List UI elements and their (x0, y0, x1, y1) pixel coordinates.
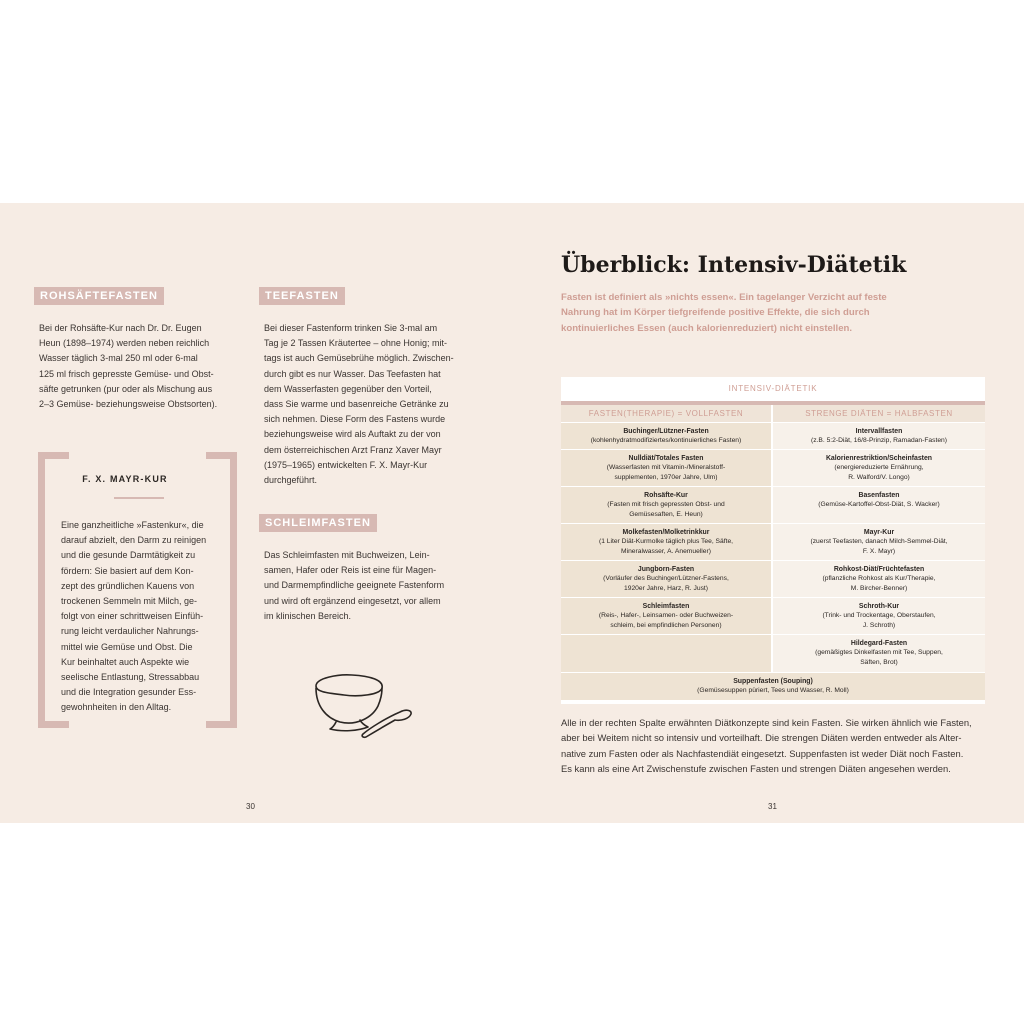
text-line: Bei der Rohsäfte-Kur nach Dr. Dr. Eugen (39, 323, 202, 333)
cell-title: Molkefasten/Molketrinkkur (622, 529, 710, 536)
cell-line: (1 Liter Diät-Kurmolke täglich plus Tee, Säfte, (598, 538, 734, 546)
text-line: native zum Fasten oder als Nachfastendiät eingesetzt. Suppenfasten ist weder Diät noch Fasten. (561, 747, 964, 759)
cell-title: Schroth-Kur (858, 603, 900, 610)
table-cell-right (773, 450, 985, 486)
cell-line: J. Schroth) (862, 621, 896, 629)
cell-title: Kalorienrestriktion/Scheinfasten (825, 455, 933, 462)
cell-title: Mayr-Kur (863, 529, 895, 536)
text-line: 125 ml frisch gepresste Gemüse- und Obst- (39, 368, 214, 379)
table-cell-left (561, 524, 771, 560)
text-line: dass Sie warme und basenreiche Getränke zu (264, 399, 449, 410)
text-line: beziehungsweise wird als Auftakt zu der von (264, 429, 441, 440)
text-line: und die Integration gesunder Ess- (61, 687, 197, 698)
text-line: mittel wie Gemüse und Obst. Die (61, 641, 193, 652)
cell-title: Suppenfasten (Souping) (733, 678, 813, 685)
cell-line: R. Walford/V. Longo) (848, 473, 910, 481)
text-line: Alle in der rechten Spalte erwähnten Diätkonzepte sind kein Fasten. Sie wirken ähnlich wie Fasten, (561, 717, 972, 728)
cell-line: (z.B. 5:2-Diät, 16/8-Prinzip, Ramadan-Fasten) (810, 437, 948, 445)
text-line: rung leicht verdaulicher Nahrungs- (61, 626, 199, 637)
cell-title: Nulldiät/Totales Fasten (628, 455, 704, 462)
cell-line: (Trink- und Trockentage, Oberstaufen, (822, 612, 936, 620)
table-header-left: FASTEN(THERAPIE) = VOLLFASTEN (561, 405, 771, 422)
cell-line: (pflanzliche Rohkost als Kur/Therapie, (822, 575, 936, 583)
cell-title: Rohsäfte-Kur (644, 492, 688, 499)
text-line: 2–3 Gemüse- beziehungsweise Obstsorten). (39, 399, 218, 410)
cell-line: (Gemüsesuppen püriert, Tees und Wasser, R. Moll) (697, 687, 849, 695)
outro-text (561, 715, 991, 777)
cell-line: Säften, Brot) (860, 658, 898, 666)
cell-line: F. X. Mayr) (862, 547, 896, 555)
rohsaeftefasten-text (39, 321, 239, 412)
table-cell-right (773, 561, 985, 597)
cell-line: (Reis-, Hafer-, Leinsamen- oder Buchweizen- (598, 612, 734, 620)
cell-line: (zuerst Teefasten, danach Milch-Semmel-Diät, (810, 538, 948, 546)
cell-title: Rohkost-Diät/Früchtefasten (833, 566, 925, 573)
cell-line: (gemäßigtes Dinkelfasten mit Tee, Suppen, (815, 649, 943, 657)
text-line: Nahrung hat im Körper tiefgreifende positive Effekte, die sich durch (561, 307, 870, 319)
table-cell-right (773, 487, 985, 523)
text-line: Das Schleimfasten mit Buchweizen, Lein- (264, 550, 430, 560)
text-line: trockenen Semmeln mit Milch, ge- (61, 596, 198, 607)
text-line: Es kann als eine Art Zwischenstufe zwischen Fasten und strengen Diäten angesehen werden. (561, 763, 951, 775)
text-line: und wird oft ergänzend eingesetzt, vor allem (264, 595, 441, 606)
table-cell-left (561, 598, 771, 634)
text-line: Kur beinhaltet auch Aspekte wie (61, 656, 190, 667)
cell-line: 1920er Jahre, Harz, R. Just) (624, 584, 708, 592)
text-line: durchgeführt. (264, 475, 318, 486)
table-cell-left (561, 561, 771, 597)
text-line: und die gesunde Darmtätigkeit zu (61, 550, 196, 561)
cell-line: (Gemüse-Kartoffel-Obst-Diät, S. Wacker) (818, 501, 940, 509)
text-line: Bei dieser Fastenform trinken Sie 3-mal am (264, 323, 438, 333)
cell-title: Jungborn-Fasten (637, 566, 695, 573)
table-cell-left (561, 450, 771, 486)
cell-title: Buchinger/Lützner-Fasten (623, 428, 709, 435)
text-line: sich nehmen. Diese Form des Fastens wurde (264, 414, 446, 425)
cell-line: (kohlenhydratmodifiziertes/kontinuierliches Fasten) (590, 437, 742, 445)
text-line: und Darmempfindliche geeignete Fastenform (264, 580, 445, 591)
text-line: durch gibt es nur Wasser. Das Teefasten hat (264, 368, 441, 379)
table-cell-right (773, 635, 985, 672)
text-line: folgt von einer schrittweisen Einfüh- (61, 611, 204, 622)
table-cell-full (561, 673, 985, 700)
cell-line: Mineralwasser, A. Anemueller) (621, 547, 711, 555)
page-number-left: 30 (246, 802, 255, 811)
schleimfasten-text (264, 548, 469, 624)
table-cell-right (773, 598, 985, 634)
text-line: säfte getrunken (pur oder als Mischung aus (39, 383, 213, 394)
bowl-with-spoon-icon (308, 668, 418, 748)
cell-line: (Wasserfasten mit Vitamin-/Mineralstoff- (606, 464, 726, 472)
page-number-right: 31 (768, 802, 777, 811)
text-line: Eine ganzheitliche »Fastenkur«, die (61, 520, 204, 530)
mayr-box-title: F. X. MAYR-KUR (82, 474, 168, 484)
box-divider (114, 497, 164, 499)
text-line: tags ist auch Gemüsebrühe möglich. Zwischen- (264, 353, 454, 364)
table-cell-left (561, 487, 771, 523)
page-title: Überblick: Intensiv-Diätetik (561, 252, 907, 278)
text-line: (1975–1965) entwickelten F. X. Mayr-Kur (264, 459, 428, 470)
cell-line: supplementen, 1970er Jahre, Ulm) (614, 473, 718, 481)
table-cell-right (773, 524, 985, 560)
table-cell-left-empty (561, 635, 771, 672)
text-line: gewohnheiten in den Alltag. (61, 702, 172, 713)
text-line: im klinischen Bereich. (264, 610, 352, 621)
table-cell-left (561, 423, 771, 449)
text-line: Tag je 2 Tassen Kräutertee – ohne Honig; mit- (264, 338, 447, 349)
text-line: samen, Hafer oder Reis ist eine für Magen- (264, 565, 437, 576)
cell-line: (Vorläufer des Buchinger/Lützner-Fastens, (603, 575, 729, 583)
text-line: kontinuierliches Essen (auch kalorienreduziert) nicht einstellen. (561, 322, 853, 334)
text-line: seelische Entlastung, Stressabbau (61, 672, 200, 683)
cell-line: schleim, bei empfindlichen Personen) (610, 621, 722, 629)
cell-title: Intervallfasten (855, 428, 903, 435)
cell-title: Schleimfasten (642, 603, 690, 610)
text-line: Fasten ist definiert als »nichts essen«. Ein tagelanger Verzicht auf feste (561, 292, 887, 303)
text-line: fördern: Sie basiert auf dem Kon- (61, 565, 194, 576)
teefasten-heading: TEEFASTEN (259, 287, 345, 305)
cell-title: Basenfasten (858, 492, 900, 499)
text-line: Wasser täglich 3-mal 250 ml oder 6-mal (39, 353, 198, 364)
rohsaeftefasten-heading: ROHSÄFTEFASTEN (34, 287, 164, 305)
cell-title: Hildegard-Fasten (850, 640, 908, 647)
table-cell-right (773, 423, 985, 449)
text-line: Heun (1898–1974) werden neben reichlich (39, 338, 210, 349)
intro-text (561, 290, 921, 336)
teefasten-text (264, 321, 469, 488)
cell-line: (Fasten mit frisch gepressten Obst- und (607, 501, 725, 509)
cell-line: M. Bircher-Benner) (850, 584, 908, 592)
cell-line: Gemüsesaften, E. Heun) (629, 510, 703, 518)
table-header-right: STRENGE DIÄTEN = HALBFASTEN (773, 405, 985, 422)
text-line: zept des gründlichen Kauens von (61, 580, 195, 591)
text-line: dem österreichischen Arzt Franz Xaver Mayr (264, 444, 442, 455)
text-line: aber bei Weitem nicht so intensiv und vorteilhaft. Die strengen Diäten werden entweder als Alter- (561, 732, 962, 744)
mayr-box-text (61, 518, 226, 716)
text-line: dem Wasserfasten gegenüber den Vorteil, (264, 383, 432, 394)
cell-line: (energiereduzierte Ernährung, (834, 464, 924, 472)
text-line: darauf abzielt, den Darm zu reinigen (61, 535, 207, 546)
schleimfasten-heading: SCHLEIMFASTEN (259, 514, 377, 532)
table-title: INTENSIV-DIÄTETIK (728, 384, 818, 393)
diet-overview-table (561, 377, 985, 704)
